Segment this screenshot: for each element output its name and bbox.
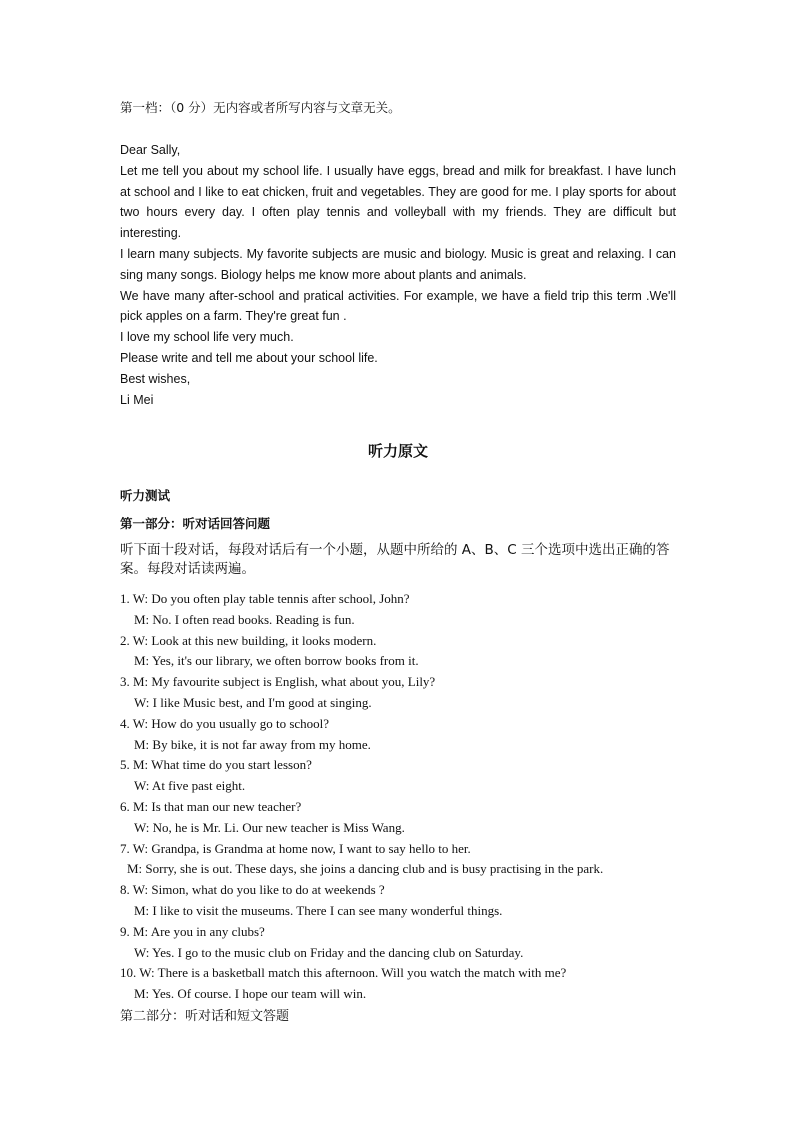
- listening-test-label: 听力测试: [120, 488, 171, 503]
- dialogue-3-answer: W: I like Music best, and I'm good at singing.: [134, 694, 372, 710]
- letter-closing: Best wishes,: [120, 371, 191, 386]
- dialogue-8-question: 8. W: Simon, what do you like to do at weekends ?: [120, 882, 385, 898]
- dialogue-9-answer: W: Yes. I go to the music club on Friday and the dancing club on Saturday.: [134, 944, 524, 960]
- dialogue-1-answer: M: No. I often read books. Reading is fun.: [134, 611, 355, 627]
- letter-greeting: Dear Sally,: [120, 143, 181, 157]
- letter-line-write: Please write and tell me about your school life.: [120, 350, 378, 365]
- dialogue-10-answer: M: Yes. Of course. I hope our team will win.: [134, 986, 367, 1002]
- dialogue-10-question: 10. W: There is a basketball match this afternoon. Will you watch the match with me?: [120, 965, 567, 981]
- part2-title: 第二部分：听对话和短文答题: [120, 1009, 290, 1024]
- letter-paragraph-3: We have many after-school and pratical activities. For example, we have a field trip this term .We'll pick apples on a farm. They're great fun .: [120, 288, 676, 324]
- part1-title: 第一部分：听对话回答问题: [120, 516, 271, 531]
- part1-instruction: 听下面十段对话，每段对话后有一个小题，从题中所给的 A、B、C 三个选项中选出正确的答案。每段对话读两遍。: [120, 542, 670, 577]
- dialogue-5-answer: W: At five past eight.: [134, 778, 246, 794]
- dialogue-6-answer: W: No, he is Mr. Li. Our new teacher is Miss Wang.: [134, 819, 405, 835]
- sample-letter: [120, 140, 676, 410]
- dialogue-1-question: 1. W: Do you often play table tennis after school, John?: [120, 591, 410, 606]
- grade-criterion-line: 第一档：（0 分）无内容或者所写内容与文章无关。: [120, 100, 401, 115]
- listening-title: 听力原文: [367, 442, 428, 460]
- letter-signature: Li Mei: [120, 392, 154, 407]
- dialogue-2-answer: M: Yes, it's our library, we often borrow books from it.: [134, 653, 419, 669]
- letter-paragraph-1: Let me tell you about my school life. I usually have eggs, bread and milk for breakfast. I have lunch at school and I like to eat chicken, fruit and vegetables. They are good for me. I play sports for about two hours every day. I often play tennis and volleyball with my friends. They are difficult but interesting.: [120, 163, 676, 241]
- letter-line-love: I love my school life very much.: [120, 330, 294, 345]
- dialogue-8-answer: M: I like to visit the museums. There I can see many wonderful things.: [134, 902, 503, 918]
- dialogue-2-question: 2. W: Look at this new building, it looks modern.: [120, 632, 377, 648]
- dialogue-list: [120, 589, 676, 1005]
- dialogue-7-question: 7. W: Grandpa, is Grandma at home now, I want to say hello to her.: [120, 840, 471, 856]
- dialogue-7-answer: M: Sorry, she is out. These days, she joins a dancing club and is busy practising in the park.: [127, 861, 604, 877]
- dialogue-4-question: 4. W: How do you usually go to school?: [120, 715, 330, 731]
- dialogue-9-question: 9. M: Are you in any clubs?: [120, 923, 265, 939]
- dialogue-5-question: 5. M: What time do you start lesson?: [120, 757, 312, 773]
- dialogue-3-question: 3. M: My favourite subject is English, what about you, Lily?: [120, 674, 436, 690]
- dialogue-6-question: 6. M: Is that man our new teacher?: [120, 798, 302, 814]
- dialogue-4-answer: M: By bike, it is not far away from my home.: [134, 736, 371, 752]
- letter-paragraph-2: I learn many subjects. My favorite subjects are music and biology. Music is great and relaxing. I can sing many songs. Biology helps me know more about plants and animals.: [120, 246, 676, 282]
